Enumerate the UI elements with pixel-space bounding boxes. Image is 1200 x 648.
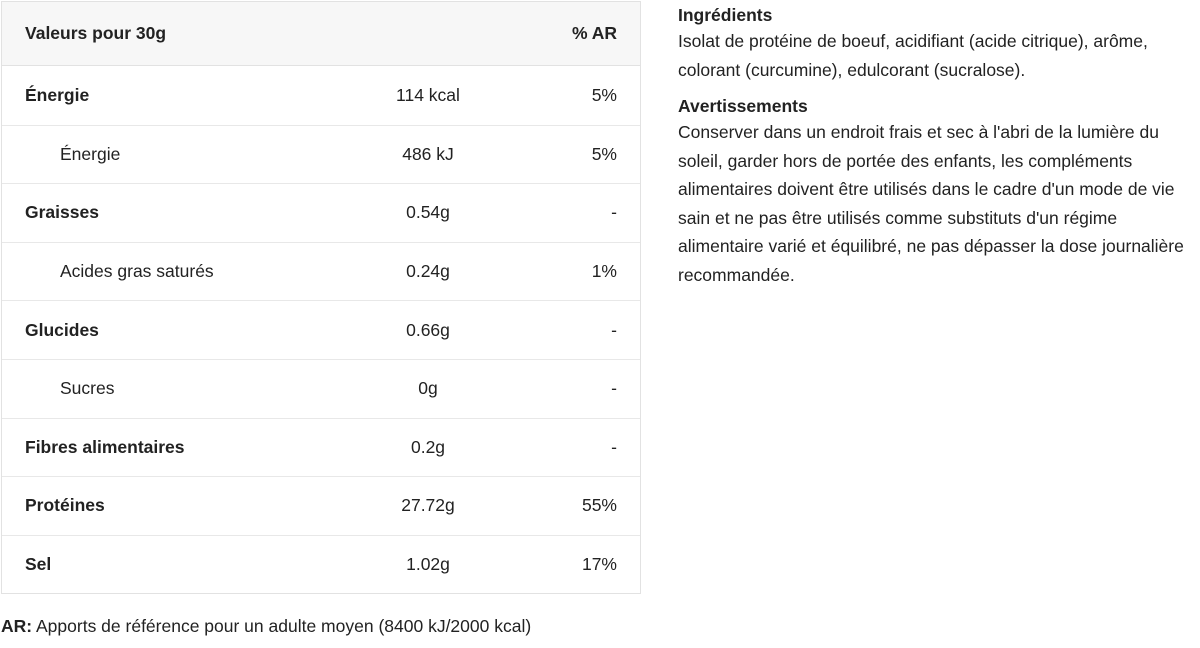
nutrient-ar-percent: - xyxy=(611,436,617,457)
header-serving-label: Valeurs pour 30g xyxy=(25,23,167,43)
footnote-text: Apports de référence pour un adulte moyen (8400 kJ/2000 kcal) xyxy=(32,616,532,636)
ingredients-title: Ingrédients xyxy=(678,5,773,25)
header-ar-percent: % AR xyxy=(571,23,617,43)
nutrient-label: Énergie xyxy=(25,84,90,105)
reference-footnote xyxy=(1,614,531,638)
nutrient-label: Protéines xyxy=(25,495,105,516)
nutrient-value: 27.72g xyxy=(401,495,455,516)
footnote-abbreviation: AR: xyxy=(1,616,33,636)
table-row xyxy=(2,66,640,125)
nutrient-label: Énergie xyxy=(60,143,121,164)
table-row xyxy=(2,242,640,301)
nutrient-value: 114 kcal xyxy=(396,84,460,105)
nutrient-label: Graisses xyxy=(25,202,99,223)
table-row xyxy=(2,476,640,535)
nutrient-ar-percent: - xyxy=(611,319,617,340)
nutrient-value: 1.02g xyxy=(406,554,450,575)
nutrient-ar-percent: 55% xyxy=(581,495,617,516)
ingredients-text: Isolat de protéine de boeuf, acidifiant (acide citrique), arôme, colorant (curcumine), edulcorant (sucralose). xyxy=(678,31,1148,80)
nutrient-ar-percent: 5% xyxy=(591,84,617,105)
table-row xyxy=(2,125,640,184)
table-row xyxy=(2,359,640,418)
table-row xyxy=(2,418,640,477)
warnings-title: Avertissements xyxy=(678,96,808,116)
nutrient-label: Sel xyxy=(25,554,52,575)
nutrient-value: 486 kJ xyxy=(402,143,454,164)
product-info-panel xyxy=(678,3,1193,299)
nutrient-ar-percent: 5% xyxy=(591,143,617,164)
nutrient-label: Acides gras saturés xyxy=(60,261,214,282)
table-row xyxy=(2,300,640,359)
table-header-row xyxy=(2,2,640,66)
nutrition-table xyxy=(1,1,641,594)
nutrient-label: Fibres alimentaires xyxy=(25,436,185,457)
nutrient-value: 0g xyxy=(418,378,438,399)
nutrient-label: Sucres xyxy=(60,378,115,399)
nutrient-value: 0.24g xyxy=(406,261,450,282)
nutrient-ar-percent: - xyxy=(611,202,617,223)
nutrient-ar-percent: 1% xyxy=(591,261,617,282)
warnings-text: Conserver dans un endroit frais et sec à l'abri de la lumière du soleil, garder hors de portée des enfants, les compléments alimentaires doivent être utilisés dans le cadre d'un mode de vie sain et ne pas être utilisés comme substituts d'un régime alimentaire varié et équilibré, ne pas dépasser la dose journalière recommandée. xyxy=(678,122,1184,285)
nutrient-ar-percent: 17% xyxy=(581,554,617,575)
table-row xyxy=(2,183,640,242)
nutrient-value: 0.66g xyxy=(406,319,450,340)
nutrient-ar-percent: - xyxy=(611,378,617,399)
nutrient-label: Glucides xyxy=(25,319,99,340)
table-row xyxy=(2,535,640,594)
nutrient-value: 0.2g xyxy=(410,436,446,457)
nutrient-value: 0.54g xyxy=(406,202,450,223)
